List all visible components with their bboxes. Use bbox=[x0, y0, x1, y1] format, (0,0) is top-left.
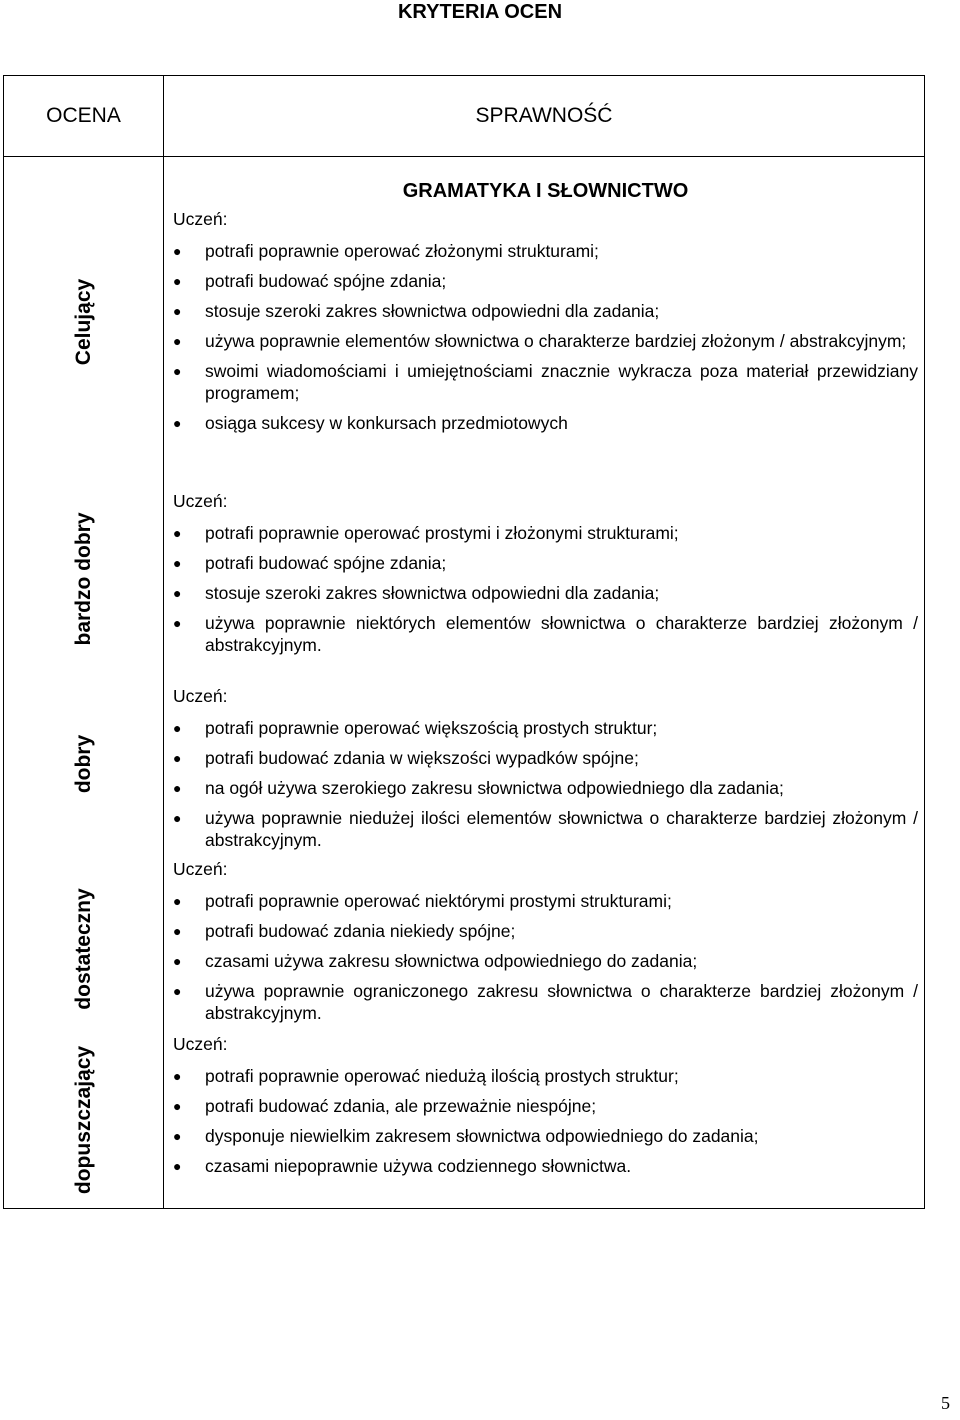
list-item: ● czasami używa zakresu słownictwa odpowiedniego do zadania; bbox=[173, 950, 918, 972]
criteria-celujacy bbox=[173, 180, 918, 442]
list-item: ● używa poprawnie niektórych elementów słownictwa o charakterze bardziej złożonym / abstrakcyjnym. bbox=[173, 612, 918, 656]
uczen-label: Uczeń: bbox=[173, 859, 228, 879]
list-item: ● potrafi poprawnie operować niektórymi prostymi strukturami; bbox=[173, 890, 918, 912]
page-number: 5 bbox=[941, 1393, 950, 1413]
uczen-label: Uczeń: bbox=[173, 491, 228, 511]
list-item: ● potrafi budować zdania niekiedy spójne; bbox=[173, 920, 918, 942]
list-item: ● potrafi poprawnie operować prostymi i złożonymi strukturami; bbox=[173, 522, 918, 544]
column-divider bbox=[163, 76, 164, 1208]
criteria-bardzo-dobry bbox=[173, 484, 918, 664]
uczen-label: Uczeń: bbox=[173, 686, 228, 706]
list-item: ● osiąga sukcesy w konkursach przedmiotowych bbox=[173, 412, 918, 434]
section-title: GRAMATYKA I SŁOWNICTWO bbox=[402, 180, 689, 202]
list-item: ● stosuje szeroki zakres słownictwa odpowiedni dla zadania; bbox=[173, 582, 918, 604]
page-title: KRYTERIA OCEN bbox=[397, 1, 563, 23]
grade-dostateczny bbox=[4, 856, 163, 1041]
grade-label: bardzo dobry bbox=[71, 511, 95, 646]
header-ocena: OCENA bbox=[46, 104, 121, 127]
grade-celujacy bbox=[4, 157, 163, 486]
grade-dopuszczajacy bbox=[4, 1031, 163, 1209]
criteria-dobry bbox=[173, 679, 918, 859]
grade-bardzo-dobry bbox=[4, 486, 163, 671]
uczen-label: Uczeń: bbox=[173, 1034, 228, 1054]
grade-dobry bbox=[4, 671, 163, 856]
list-item: ● używa poprawnie ograniczonego zakresu słownictwa o charakterze bardziej złożonym / abstrakcyjnym. bbox=[173, 980, 918, 1024]
list-item: ● swoimi wiadomościami i umiejętnościami znacznie wykracza poza materiał przewidziany programem; bbox=[173, 360, 918, 404]
list-item: ● używa poprawnie niedużej ilości elementów słownictwa o charakterze bardziej złożonym / abstrakcyjnym. bbox=[173, 807, 918, 851]
list-item: ● potrafi budować spójne zdania; bbox=[173, 552, 918, 574]
list-item: ● potrafi poprawnie operować niedużą ilością prostych struktur; bbox=[173, 1065, 918, 1087]
list-item: ● potrafi budować zdania w większości wypadków spójne; bbox=[173, 747, 918, 769]
list-item: ● dysponuje niewielkim zakresem słownictwa odpowiedniego do zadania; bbox=[173, 1125, 918, 1147]
list-item: ● czasami niepoprawnie używa codziennego słownictwa. bbox=[173, 1155, 918, 1177]
criteria-dostateczny bbox=[173, 852, 918, 1032]
list-item: ● na ogół używa szerokiego zakresu słownictwa odpowiedniego dla zadania; bbox=[173, 777, 918, 799]
uczen-label: Uczeń: bbox=[173, 209, 228, 229]
grade-label: dostateczny bbox=[71, 887, 95, 1010]
list-item: ● potrafi budować spójne zdania; bbox=[173, 270, 918, 292]
grade-label: dobry bbox=[71, 734, 95, 793]
header-sprawnosc: SPRAWNOŚĆ bbox=[475, 104, 613, 127]
list-item: ● potrafi budować zdania, ale przeważnie niespójne; bbox=[173, 1095, 918, 1117]
list-item: ● potrafi poprawnie operować większością prostych struktur; bbox=[173, 717, 918, 739]
grade-label: dopuszczający bbox=[71, 1045, 95, 1195]
list-item: ● używa poprawnie elementów słownictwa o charakterze bardziej złożonym / abstrakcyjnym; bbox=[173, 330, 918, 352]
list-item: ● stosuje szeroki zakres słownictwa odpowiedni dla zadania; bbox=[173, 300, 918, 322]
criteria-dopuszczajacy bbox=[173, 1027, 918, 1185]
grade-label: Celujący bbox=[71, 278, 95, 365]
criteria-table bbox=[3, 75, 925, 1209]
list-item: ● potrafi poprawnie operować złożonymi strukturami; bbox=[173, 240, 918, 262]
